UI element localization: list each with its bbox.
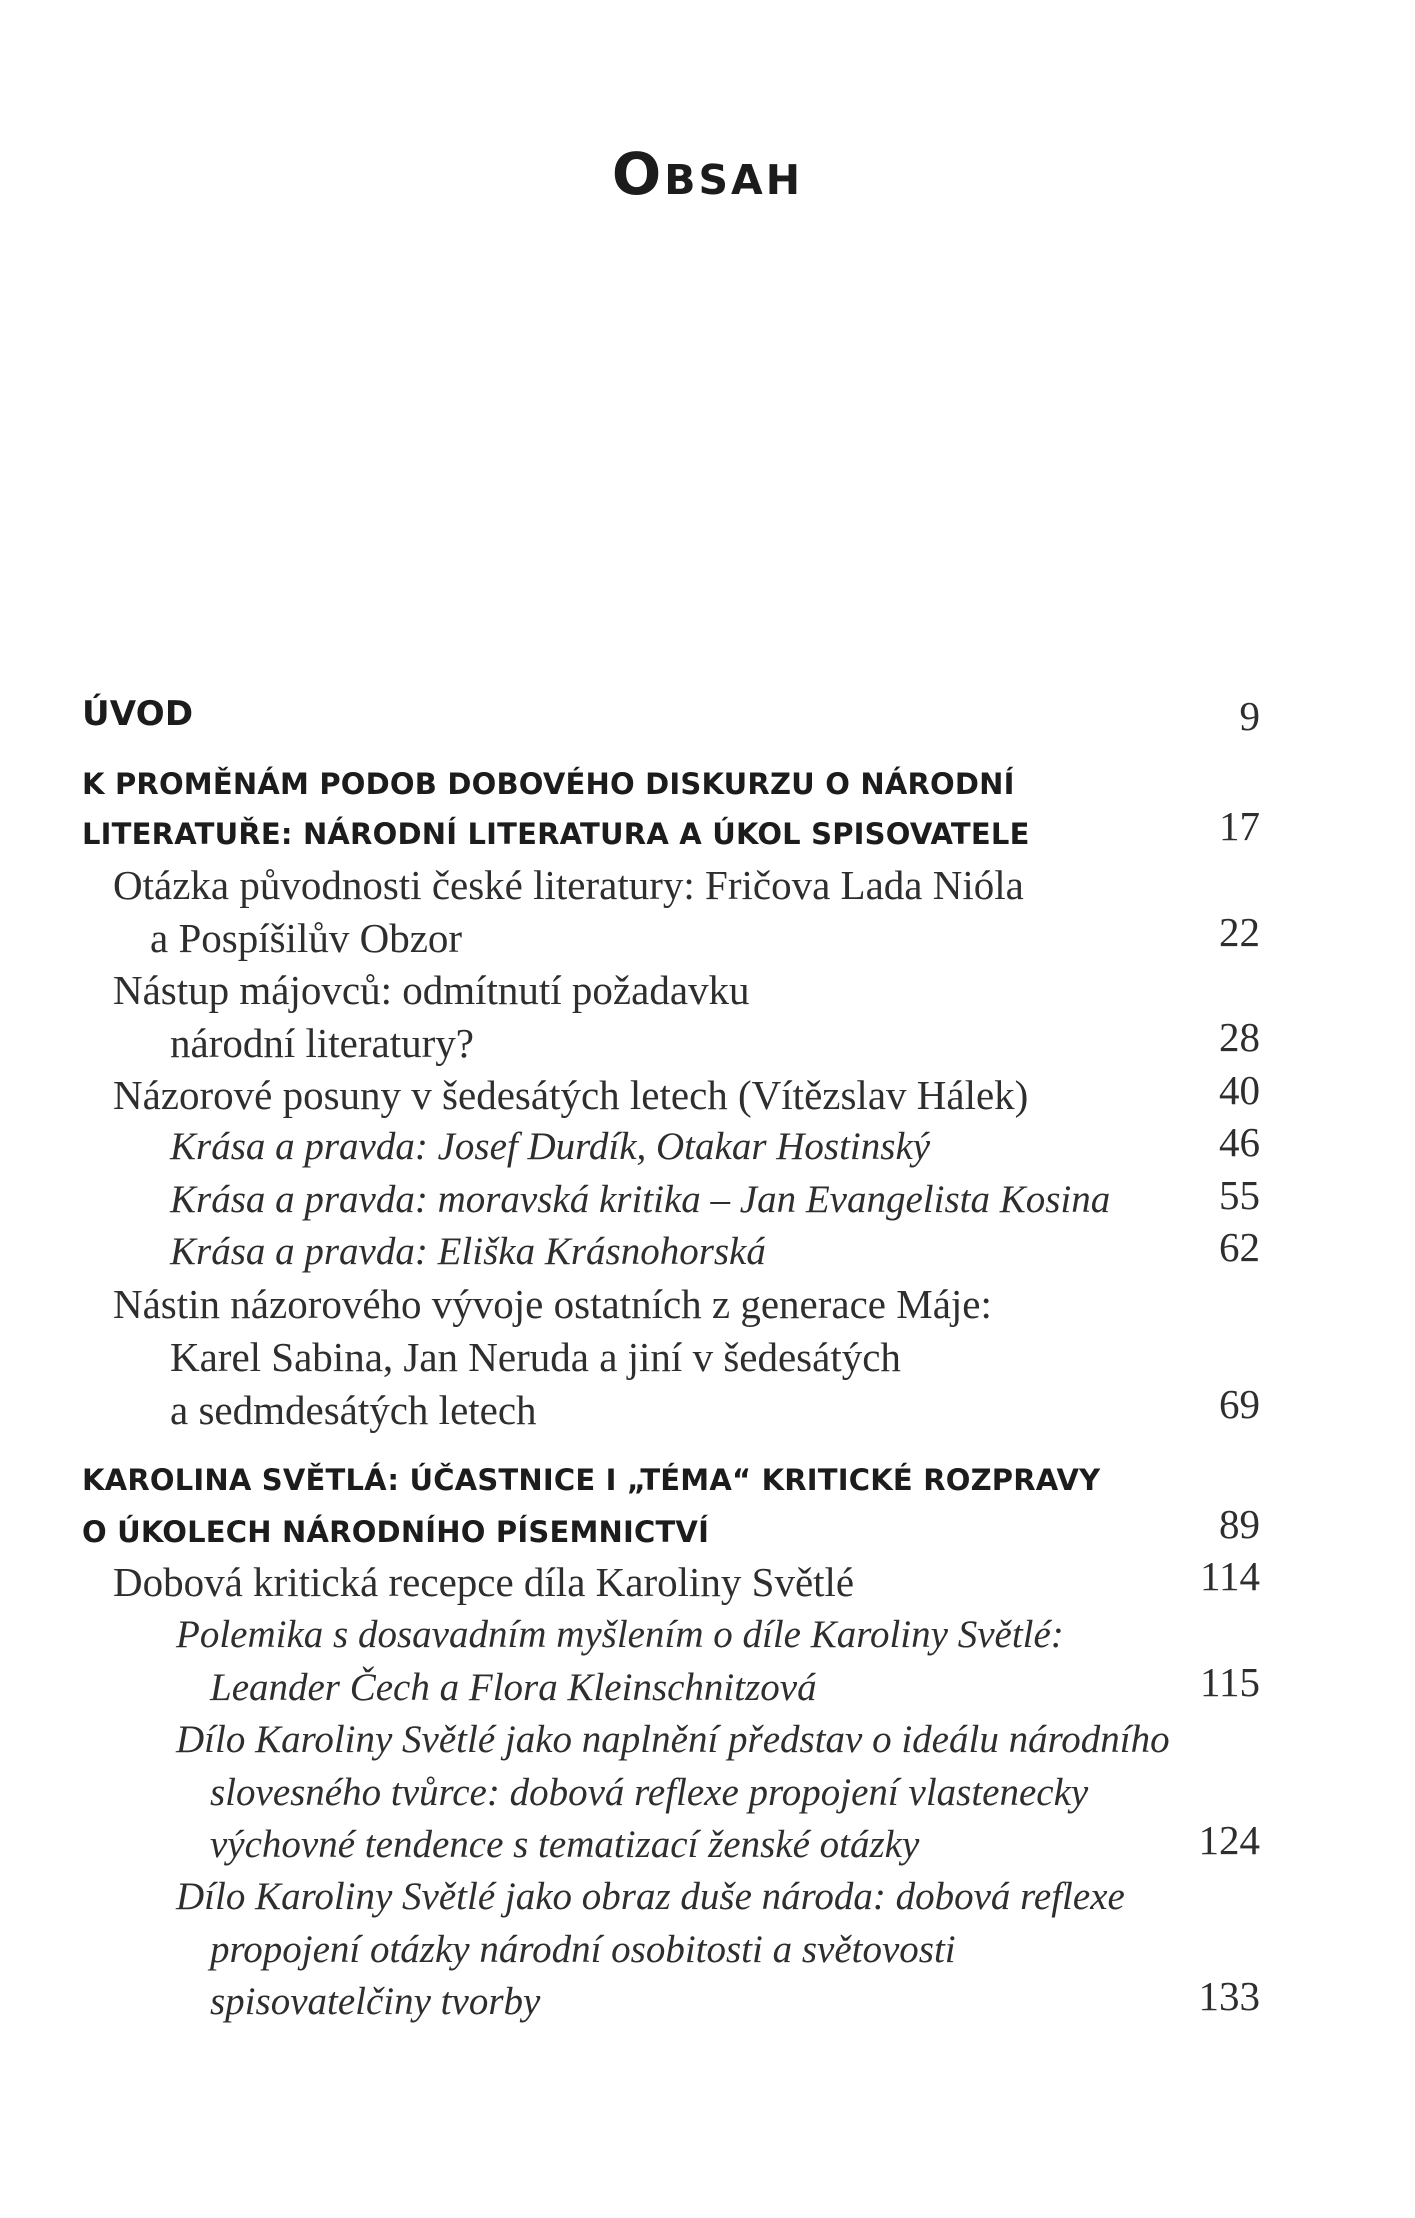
toc-section-heading: KAROLINA SVĚTLÁ: ÚČASTNICE I „TÉMA“ KRITICKÉ ROZPRAVY (82, 1463, 1101, 1497)
toc-subchapter-title: výchovné tendence s tematizací ženské otázky (210, 1823, 920, 1866)
toc-chapter-title: Nástup májovců: odmítnutí požadavku (113, 967, 750, 1013)
toc-subchapter-title: propojení otázky národní osobitosti a světovosti (210, 1928, 956, 1971)
toc-subchapter-title: spisovatelčiny tvorby (210, 1980, 541, 2023)
toc-page-number: 124 (1198, 1817, 1260, 1863)
toc-page-number: 22 (1219, 909, 1260, 955)
toc-chapter-title: a sedmdesátých letech (170, 1387, 537, 1433)
toc-chapter-title: Karel Sabina, Jan Neruda a jiní v šedesátých (170, 1334, 901, 1380)
toc-page-number: 55 (1219, 1172, 1260, 1218)
toc-subchapter-title: Krása a pravda: Eliška Krásnohorská (170, 1230, 766, 1273)
toc-section-uvod: ÚVOD (82, 694, 194, 734)
toc-section-heading: O ÚKOLECH NÁRODNÍHO PÍSEMNICTVÍ (82, 1515, 710, 1549)
toc-subchapter-title: Krása a pravda: moravská kritika – Jan Evangelista Kosina (170, 1178, 1111, 1221)
toc-page-number: 133 (1198, 1973, 1260, 2019)
toc-page-number: 40 (1219, 1067, 1260, 1113)
toc-chapter-title: Dobová kritická recepce díla Karoliny Světlé (113, 1559, 855, 1605)
toc-section-heading: K PROMĚNÁM PODOB DOBOVÉHO DISKURZU O NÁRODNÍ (82, 767, 1015, 801)
toc-chapter-title: národní literatury? (170, 1020, 474, 1066)
toc-page-number: 9 (1239, 693, 1260, 739)
toc-chapter-title: a Pospíšilův Obzor (150, 915, 463, 961)
toc-page-number: 89 (1219, 1501, 1260, 1547)
toc-subchapter-title: Krása a pravda: Josef Durdík, Otakar Hostinský (170, 1125, 931, 1168)
toc-page-number: 46 (1219, 1119, 1260, 1165)
toc-subchapter-title: Polemika s dosavadním myšlením o díle Karoliny Světlé: (176, 1613, 1064, 1656)
toc-page-number: 115 (1200, 1659, 1260, 1705)
toc-subchapter-title: Dílo Karoliny Světlé jako naplnění představ o ideálu národního (176, 1718, 1170, 1761)
toc-page-number: 17 (1219, 803, 1260, 849)
toc-chapter-title: Otázka původnosti české literatury: Fričova Lada Nióla (113, 862, 1024, 908)
toc-subchapter-title: Leander Čech a Flora Kleinschnitzová (210, 1666, 817, 1709)
toc-subchapter-title: Dílo Karoliny Světlé jako obraz duše národa: dobová reflexe (176, 1875, 1125, 1918)
toc-subchapter-title: slovesného tvůrce: dobová reflexe propojení vlastenecky (210, 1771, 1089, 1814)
toc-section-heading: LITERATUŘE: NÁRODNÍ LITERATURA A ÚKOL SPISOVATELE (82, 817, 1030, 851)
page-title: Obsah (611, 140, 804, 208)
toc-chapter-title: Nástin názorového vývoje ostatních z generace Máje: (113, 1281, 992, 1327)
toc-page-number: 69 (1219, 1381, 1260, 1427)
toc-page-number: 114 (1200, 1553, 1260, 1599)
toc-chapter-title: Názorové posuny v šedesátých letech (Vítězslav Hálek) (113, 1072, 1029, 1118)
toc-page-number: 62 (1219, 1224, 1260, 1270)
toc-page-number: 28 (1219, 1014, 1260, 1060)
